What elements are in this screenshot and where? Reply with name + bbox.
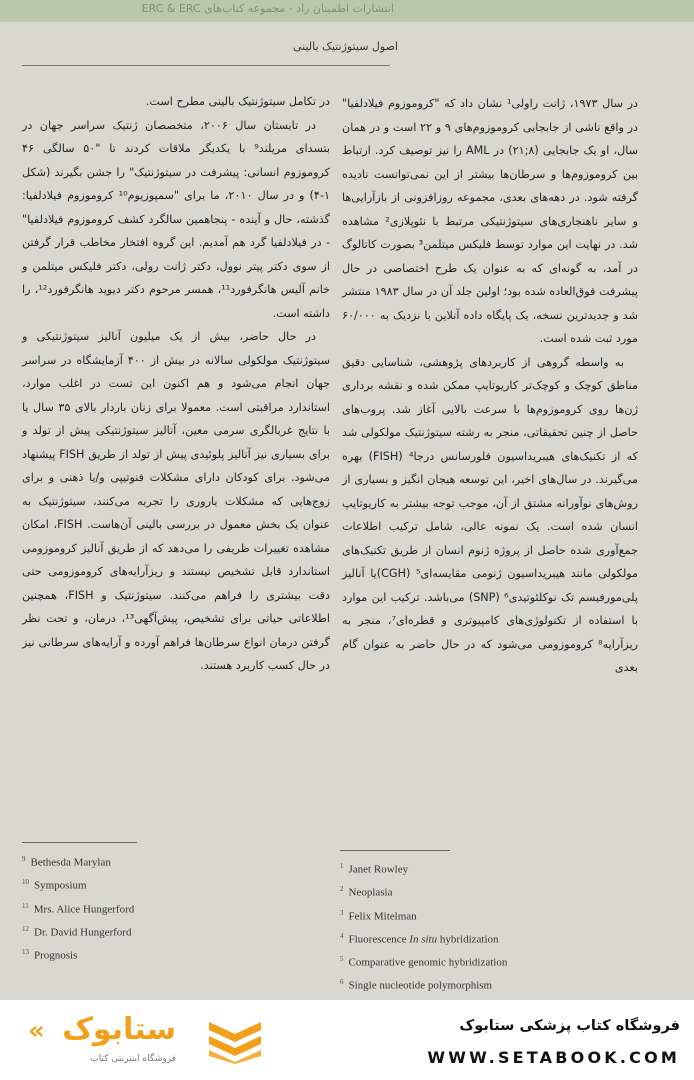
footnote-item [340, 880, 640, 903]
footnote-item [340, 950, 640, 973]
footnote-number: 11 [22, 901, 29, 910]
footnote-text: Dr. David Hungerford [34, 926, 132, 939]
footnote-text: Felix Mitelman [348, 910, 417, 923]
footnote-number: 10 [22, 878, 29, 887]
footnote-item [22, 850, 272, 873]
footnote-text: Prognosis [34, 949, 78, 962]
store-footer-bar [0, 1000, 694, 1080]
logo-wordmark: ستابوک [62, 1012, 176, 1047]
paragraph: در سال ۱۹۷۳، ژانت راولی¹ نشان داد که "کروموزوم فیلادلفیا" در واقع ناشی از جابجایی کروموزوم‌های ۹ و ۲۲ است و در همان سال، او یک جابجایی (۸;۲۱) در AML را نیز توصیف کرد. ارتباط بین کروموزوم‌ها و سرطان‌ها بیشتر از این نمی‌توانست نادیده گرفته شود. در دهه‌های بعدی، مجموعه روزافزونی از بازآرایی‌ها و سایر ناهنجاری‌های سیتوژنتیکی مرتبط با نئوپلازی² مشاهده شد. در نهایت این موارد توسط فلیکس میتلمن³ بصورت کاتالوگ در آمد، به گونه‌ای که به عنوان یک طرح اختصاصی در حال پیشرفت فوق‌العاده شده بود؛ اولین جلد آن در سال ۱۹۸۳ منتشر شد و جدیدترین نسخه، یک پایگاه داده آنلاین با نزدیک به ۶۰/۰۰۰ مورد ثبت شده است. [342, 97, 639, 345]
footnote-number: 13 [22, 948, 29, 956]
footnote-rule [340, 850, 450, 851]
publisher-header-band [0, 0, 694, 22]
footnote-text: Neoplasia [348, 886, 393, 899]
footnote-text: Comparative genomic hybridization [348, 956, 508, 969]
footnote-item [22, 897, 272, 920]
footnote-number: 6 [340, 978, 344, 987]
footnote-item [340, 904, 640, 927]
store-name: فروشگاه کتاب پزشکی ستابوک [459, 1018, 680, 1034]
paragraph: در حال حاضر، بیش از یک میلیون آنالیز سیتوژنتیکی و سیتوژنتیک مولکولی سالانه در بیش از ۴۰۰ آزمایشگاه در سراسر جهان انجام می‌شود و هم اکنون این تست در اغلب موارد، استاندارد مراقبتی است. معمولا برای زنان باردار بالای ۳۵ سال یا با نتایج غربالگری سرمی معین، آنالیز سیتوژنتیکی پیش از تولد و برای بسیاری نیز آنالیز پلوئیدی پیش از تولد از طریق FISH پیشنهاد می‌شود. برای کودکان دارای مشکلات فنوتیپی و/یا ذهنی و برای زوج‌هایی که مشکلات باروری را تجربه می‌کنند، سیتوژنتیک به عنوان یک بخش معمول در بررسی بالینی آن‌هاست. FISH، امکان مشاهده تغییرات ظریفی را می‌دهد که از طریق آنالیز کروموزومی استاندارد قابل تشخیص نیستند و ریزآرایه‌های کروموزومی حتی دقت بیشتری را فراهم می‌کنند. سیتوژنتیک و FISH، همچنین اطلاعاتی حیاتی برای تشخیص، پیش‌آگهی¹³، درمان، و تحت نظر گرفتن درمان انواع سرطان‌ها فراهم آورده و آرایه‌های سرطانی نیز در حال کسب کاربرد هستند. [22, 330, 330, 672]
right-text-column [342, 92, 638, 680]
chevron-stack-icon [205, 1020, 265, 1064]
header-rule [22, 65, 390, 66]
footnote-number: 12 [22, 924, 29, 933]
footnote-number: 4 [340, 931, 344, 940]
footnote-item [22, 920, 272, 943]
footnote-number: 1 [340, 862, 344, 870]
footnote-item [22, 943, 272, 966]
running-title: اصول سیتوژنتیک بالینی [292, 40, 398, 53]
footnote-number: 9 [22, 855, 26, 863]
footnote-text: hybridization [437, 933, 499, 946]
logo-tagline: فروشگاه اینترنتی کتاب [90, 1054, 176, 1064]
footnote-number: 2 [340, 885, 344, 894]
footnote-item [22, 873, 272, 896]
footnote-text: Mrs. Alice Hungerford [33, 903, 135, 916]
footnote-rule [22, 842, 137, 843]
footnote-text: Janet Rowley [348, 863, 409, 876]
footnote-text: Symposium [34, 879, 87, 892]
footnote-item [340, 927, 640, 950]
footnote-text: Bethesda Marylan [30, 856, 111, 869]
footnotes-left [22, 850, 272, 966]
logo-arrows-icon: « [28, 1016, 45, 1046]
paragraph: به واسطه گروهی از کاربردهای پژوهشی، شناسایی دقیق مناطق کوچک و کوچک‌تر کاریوتایپ ممکن شده و نقشه برداری ژن‌ها روی کروموزوم‌ها با سرعت بالایی آغاز شد. پروب‌های حاصل از چنین تحقیقاتی، منجر به رشته سیتوژنتیک مولکولی شد که از تکنیک‌های هیبریداسیون فلورسانس درجا⁴ (FISH) بهره می‌گیرند. در سال‌های اخیر، این توسعه هیجان انگیز و بسیاری از روش‌های نوآورانه مشتق از آن، موجب توجه بیشتر به کاریوتایپ انسان شده است. یک نمونه عالی، شامل ترکیب اطلاعات جمع‌آوری شده حاصل از پروژه ژنوم انسان از طریق تکنیک‌های مولکولی مانند هیبریداسیون ژنومی مقایسه‌ای⁵ (CGH)یا آنالیز پلی‌مورفیسم تک نوکلئوتیدی⁶ (SNP) می‌باشد. ترکیب این موارد با استفاده از تکنولوژی‌های کامپیوتری و قطره‌ای⁷، منجر به ریزآرایه⁸ کروموزومی می‌شود که در حال حاضر به عنوان گام بعدی [342, 355, 638, 674]
paragraph: در تکامل سیتوژنتیک بالینی مطرح است. [145, 95, 330, 108]
paragraph: در تابستان سال ۲۰۰۶، متخصصان ژنتیک سراسر جهان در بتسدای مریلند⁹ با یکدیگر ملاقات کردند تا "۵۰ سالگی ۴۶ کروموزوم انسانی: پیشرفت در سیتوژنتیک" را جشن بگیرند (شکل ۱-۴) و در سال ۲۰۱۰، ما برای "سمپوزیوم¹⁰ کروموزوم فیلادلفیا: گذشته، حال و آینده - پنجاهمین سالگرد کشف کروموزوم فیلادلفیا" - در فیلادلفیا گرد هم آمدیم. این گروه افتخار مخاطب قرار گرفتن از سوی دکتر پیتر نوول، دکتر ژانت رولی، دکتر فلیکس میتلمن و خانم آلیس هانگرفورد¹¹، همسر مرحوم دکتر دیوید هانگرفورد¹²، را داشته است. [22, 118, 331, 320]
footnote-text: Fluorescence [348, 933, 410, 946]
footnote-text-italic: In situ [409, 933, 438, 946]
store-url-link[interactable]: WWW.SETABOOK.COM [427, 1048, 680, 1067]
footnote-item [340, 973, 640, 996]
setabook-logo[interactable] [26, 1012, 176, 1070]
publisher-band-text: انتشارات اطمینان راد - مجموعه کتاب‌های ERC & ERC [141, 2, 394, 15]
footnote-text: Single nucleotide polymorphism [348, 979, 493, 992]
footnote-number: 5 [340, 955, 344, 963]
left-text-column [22, 90, 330, 678]
footnote-item [340, 857, 640, 880]
footnote-number: 3 [340, 908, 344, 917]
